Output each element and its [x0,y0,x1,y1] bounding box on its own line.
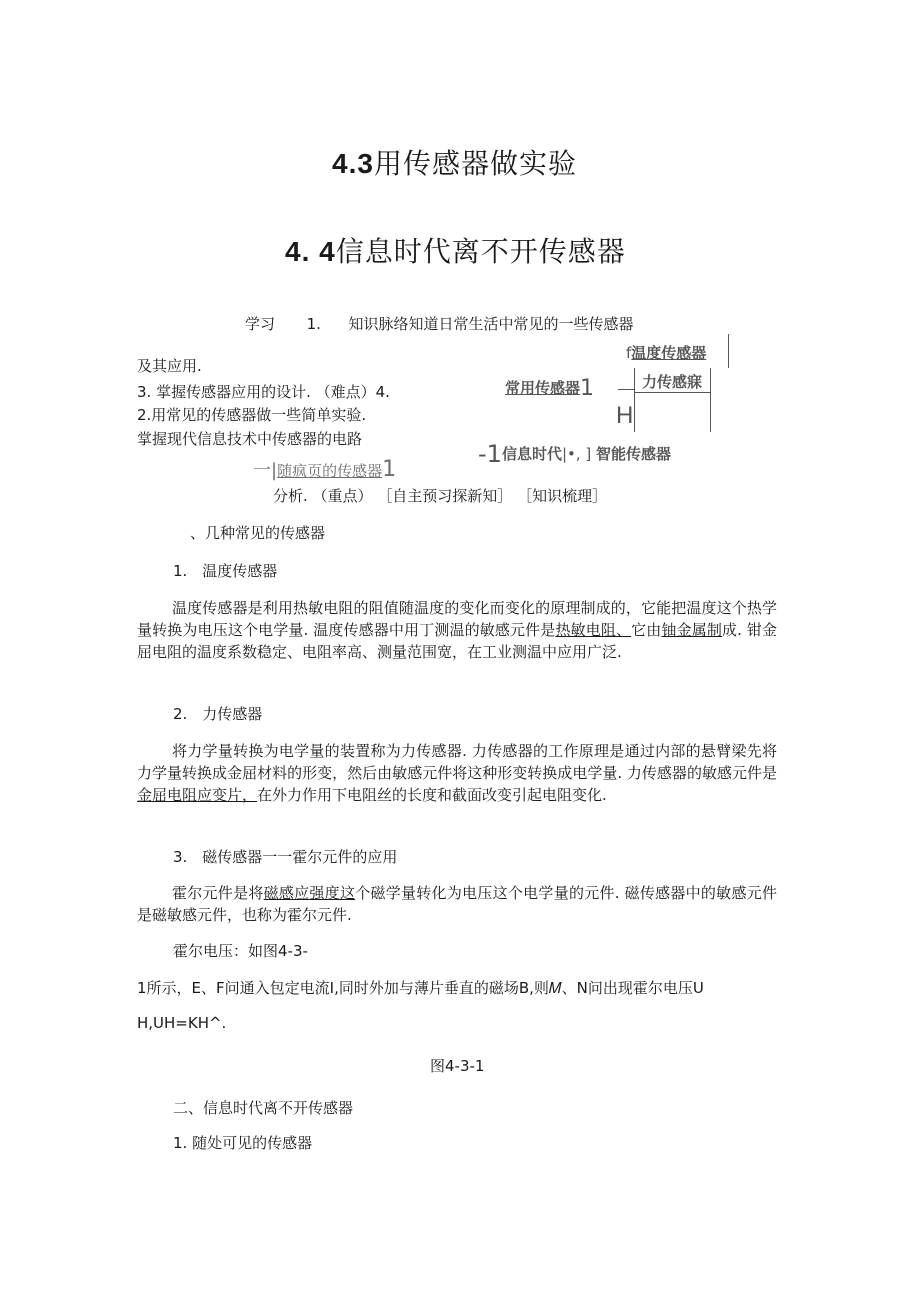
para-underlined: 磁感应强度这 [263,884,356,902]
objective-line-6: 分析. （重点） ［自主预习探新知］ ［知识梳理］ [273,487,608,505]
para-underlined: 热敏电阻、 [555,621,632,639]
para-text: 它由 [631,621,662,639]
para-text: 在外力作用下电阻丝的长度和截面改变引起电阻变化. [257,786,607,804]
para-text: 将力学量转换为电学量的装置称为力传感器. 力传感器的工作原理是通过内部的悬臂梁先将力学量转换成金屈材料的形变，然后由敏感元件将这种形变转换成电学量. 力传感器的敏感元件是 [137,742,777,782]
title-2-number: 4. 4 [285,236,336,267]
diagram-common-label: 常用传感器 [505,379,581,397]
hall-voltage-line-1: 霍尔电压：如图4-3- [173,942,308,960]
diagram-temp-label: 温度传感器 [631,344,707,362]
para-text: 个磁学量转化为电压这个电学量的元件. 磁传感器中的敏感元件是磁敏感元件，也称为霍尔元件. [137,884,777,924]
diagram-divider [634,392,710,393]
diagram-info-label: 信息时代 [501,445,562,463]
para-text: 霍尔元件是将 [172,884,264,902]
figure-caption: 图4-3-1 [430,1057,485,1075]
subsection-1-2-title: 2. 力传感器 [173,705,263,723]
title-1 [332,142,577,182]
para-underlined: 铀金属制 [661,621,722,639]
diagram-smart-label: 智能传感器 [596,445,672,463]
diagram-info [478,440,671,468]
para-text: 成. 钳金屈电阻的温度系数稳定、电阻率高、测量范围宽，在工业测温中应用广泛. [137,621,777,661]
objective-line-3: 2.用常见的传感器做一些简单实验. [137,406,367,424]
diagram-info-prefix: -1 [478,440,502,468]
objectives-header [245,313,633,334]
diagram-info-mid: |•, ] [561,445,592,463]
subsection-1-3-paragraph [137,882,777,926]
diagram-divider [710,368,711,432]
title-2-text: 信息时代离不开传感器 [335,235,626,268]
diagram-temp [626,342,706,363]
diagram-divider [728,334,729,368]
diagram-temp-prefix: f [626,344,632,362]
diagram-common-number: 1 [580,376,595,401]
hall-voltage-line-3: H,UH=KH^. [137,1014,227,1032]
title-2 [285,230,626,270]
section-1-heading: 、几种常见的传感器 [190,524,326,542]
diagram-force: 力传感寐 [642,373,703,391]
diagram-divider [634,368,635,432]
objective-line-5-suffix: 1 [382,457,397,482]
objective-line-5-text: 随疯页的传感器 [277,462,383,480]
subsection-1-3-title: 3. 磁传感器一一霍尔元件的应用 [173,848,398,866]
section-2-heading: 二、信息时代离不开传感器 [173,1099,354,1117]
subsection-1-1-title: 1. 温度传感器 [173,562,278,580]
objectives-number: 1. [306,315,321,333]
diagram-h: H [616,402,634,429]
para-underlined: 金屈电阻应变片， [137,786,258,804]
objective-line-5-prefix: 一| [253,460,278,481]
objective-line-2: 3. 掌握传感器应用的设计. （难点）4. [137,383,390,401]
para-text: 温度传感器是利用热敏电阻的阻值随温度的变化而变化的原理制成的，它能把温度这个热学量转换为电压这个电学量. 温度传感器中用丁测温的敏感元件是 [137,599,777,639]
subsection-1-1-paragraph [137,597,777,663]
diagram-connector [618,389,634,390]
objectives-header-text: 知识脉络知道日常生活中常见的一些传感器 [348,315,634,333]
subsection-2-1-title: 1. 随处可见的传感器 [173,1134,313,1152]
title-1-number: 4.3 [332,148,374,179]
title-1-text: 用传感器做实验 [373,147,577,180]
subsection-1-2-paragraph [137,740,777,806]
diagram-common [505,376,594,401]
objective-line-5 [253,456,396,482]
objectives-label: 学习 [245,315,276,333]
hall-voltage-line-2: 1所示，E、F问通入包定电流I,同时外加与薄片垂直的磁场B,则𝑀、N问出现霍尔电压U [137,979,704,997]
objective-line-1: 及其应用. [137,357,202,375]
objective-line-4: 掌握现代信息技术中传感器的电路 [137,430,363,448]
